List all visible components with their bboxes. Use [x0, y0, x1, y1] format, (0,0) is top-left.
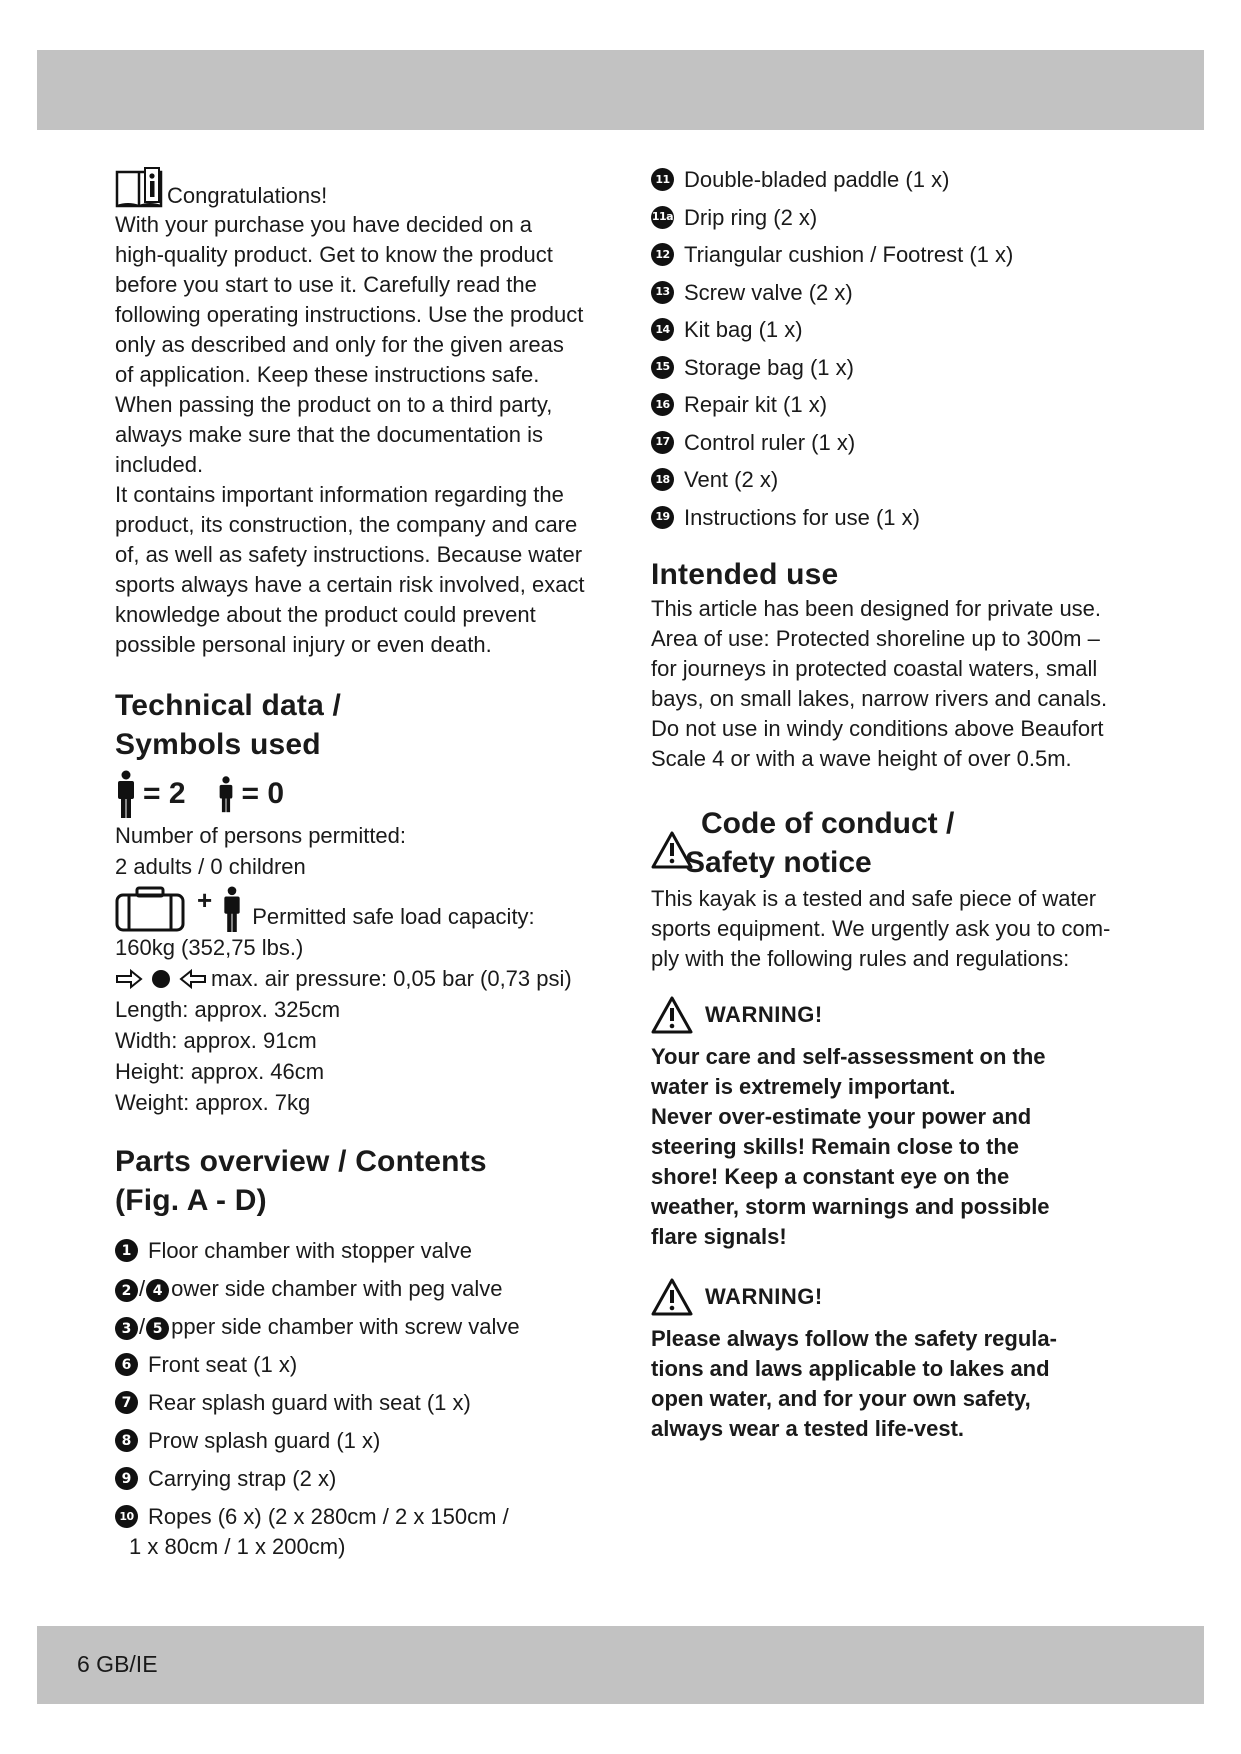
- item-text: Ropes (6 x) (2 x 280cm / 2 x 150cm /: [148, 1504, 509, 1529]
- slash-separator: /: [139, 1314, 146, 1339]
- intro-line: sports always have a certain risk involved, exact: [115, 572, 585, 597]
- list-item: [115, 1312, 595, 1342]
- footer-band: [37, 1626, 1204, 1704]
- list-item: [651, 353, 1131, 383]
- width-spec: Width: approx. 91cm: [115, 1028, 317, 1053]
- slash-separator: /: [139, 1276, 146, 1301]
- item-text: Drip ring (2 x): [684, 204, 818, 230]
- conduct-title-line2: Safety notice: [685, 845, 872, 879]
- warning-paragraph: [651, 1324, 1131, 1444]
- warning-paragraph: [651, 1042, 1131, 1252]
- warning-line: always wear a tested life-vest.: [651, 1415, 965, 1441]
- intro-line: With your purchase you have decided on a: [115, 212, 533, 237]
- intro-line: of application. Keep these instructions safe.: [115, 362, 540, 387]
- adults-count: = 2: [143, 777, 186, 810]
- item-text: Repair kit (1 x): [684, 392, 828, 417]
- parts-list-right: [651, 165, 1131, 533]
- intended-line: Do not use in windy conditions above Beaufort: [651, 715, 1104, 741]
- list-item: [651, 165, 1131, 195]
- list-item: [651, 390, 1131, 420]
- intended-line: Scale 4 or with a wave height of over 0.5m.: [651, 745, 1072, 771]
- intro-line: following operating instructions. Use the product: [115, 302, 584, 327]
- intro-paragraph: [115, 210, 595, 660]
- item-number-badge: 8: [115, 1429, 138, 1452]
- warning-line: flare signals!: [651, 1223, 787, 1249]
- list-item: [651, 315, 1131, 345]
- air-pressure-row: [115, 963, 595, 994]
- item-text: Prow splash guard (1 x): [148, 1428, 381, 1453]
- item-text: Screw valve (2 x): [684, 279, 853, 305]
- item-number-badge: 16: [651, 393, 674, 416]
- item-number-badge: 11a: [651, 206, 674, 229]
- technical-title-line2: Symbols used: [115, 728, 321, 761]
- list-item: [115, 1426, 595, 1456]
- weight-spec: Weight: approx. 7kg: [115, 1090, 311, 1115]
- header-band: [37, 50, 1204, 130]
- warning-line: water is extremely important.: [651, 1073, 956, 1099]
- parts-overview-heading: [115, 1142, 595, 1220]
- conduct-line: sports equipment. We urgently ask you to com-: [651, 915, 1111, 941]
- warning-line: Please always follow the safety regula-: [651, 1325, 1057, 1351]
- load-capacity-row: [115, 882, 595, 932]
- technical-title-line1: Technical data /: [115, 689, 342, 722]
- item-text: Instructions for use (1 x): [684, 504, 920, 530]
- warning-line: open water, and for your own safety,: [651, 1385, 1031, 1411]
- intro-line: product, its construction, the company and care: [115, 512, 578, 537]
- list-item-continuation: [115, 1532, 595, 1562]
- warning-line: shore! Keep a constant eye on the: [651, 1163, 1010, 1189]
- intro-heading-row: [115, 165, 595, 210]
- list-item: [651, 278, 1131, 308]
- list-item: [651, 503, 1131, 533]
- parts-list-left: [115, 1236, 595, 1562]
- load-capacity-value: 160kg (352,75 lbs.): [115, 935, 304, 960]
- luggage-icon: [115, 886, 185, 932]
- right-column: [651, 165, 1131, 1444]
- intended-line: bays, on small lakes, narrow rivers and canals.: [651, 685, 1108, 711]
- list-item: [651, 240, 1131, 270]
- list-item: [115, 1350, 595, 1380]
- adult-person-icon: [115, 770, 137, 818]
- page-number: 6 GB/IE: [77, 1651, 158, 1677]
- conduct-title-line1: Code of conduct /: [701, 806, 955, 840]
- item-text: Control ruler (1 x): [684, 429, 856, 455]
- load-capacity-label: Permitted safe load capacity:: [252, 904, 535, 929]
- air-pressure-icon: [115, 968, 207, 990]
- intro-line: When passing the product on to a third party,: [115, 392, 553, 417]
- list-item: [115, 1274, 595, 1304]
- height-spec: Height: approx. 46cm: [115, 1059, 325, 1084]
- parts-title-line1: Parts overview / Contents: [115, 1145, 487, 1178]
- list-item: [115, 1464, 595, 1494]
- persons-permitted-label: Number of persons permitted:: [115, 823, 407, 848]
- item-number-badge: 6: [115, 1353, 138, 1376]
- warning-label: WARNING!: [705, 1001, 823, 1027]
- item-text: Carrying strap (2 x): [148, 1466, 337, 1491]
- intended-use-heading: Intended use: [651, 557, 839, 591]
- list-item: [651, 465, 1131, 495]
- list-item: [651, 203, 1131, 233]
- item-text: Kit bag (1 x): [684, 317, 803, 342]
- intro-line: of, as well as safety instructions. Because water: [115, 542, 583, 567]
- persons-symbols: [115, 768, 595, 820]
- plus-sign: +: [197, 885, 213, 915]
- intro-line: before you start to use it. Carefully read the: [115, 272, 537, 297]
- congratulations-heading: Congratulations!: [167, 183, 328, 208]
- item-text: Storage bag (1 x): [684, 354, 854, 380]
- item-text: Vent (2 x): [684, 467, 779, 492]
- air-pressure-text: max. air pressure: 0,05 bar (0,73 psi): [211, 966, 572, 991]
- info-book-icon: [115, 166, 165, 210]
- warning-triangle-icon: [651, 1277, 693, 1317]
- item-text: ower side chamber with peg valve: [171, 1276, 503, 1301]
- intro-line: It contains important information regarding the: [115, 482, 564, 507]
- item-number-badge: 17: [651, 431, 674, 454]
- conduct-line: This kayak is a tested and safe piece of water: [651, 885, 1097, 911]
- item-number-badge: 11: [651, 168, 674, 191]
- intended-use-paragraph: [651, 594, 1131, 774]
- item-text: Front seat (1 x): [148, 1352, 298, 1377]
- item-number-badge: 9: [115, 1467, 138, 1490]
- item-number-badge: 4: [146, 1279, 169, 1302]
- conduct-paragraph: [651, 884, 1131, 974]
- list-item: [651, 428, 1131, 458]
- item-number-badge: 14: [651, 318, 674, 341]
- item-text: Triangular cushion / Footrest (1 x): [684, 242, 1014, 267]
- warning-label: WARNING!: [705, 1283, 823, 1309]
- item-number-pair: [115, 1312, 169, 1342]
- left-column: [115, 165, 595, 1570]
- list-item: [115, 1236, 595, 1266]
- item-number-badge: 2: [115, 1279, 138, 1302]
- children-count: = 0: [241, 777, 285, 810]
- load-person-icon: [220, 886, 244, 932]
- warning-line: Never over-estimate your power and: [651, 1103, 1032, 1129]
- intro-line: possible personal injury or even death.: [115, 632, 492, 657]
- item-number-badge: 7: [115, 1391, 138, 1414]
- warning-triangle-icon: [651, 995, 693, 1035]
- warning-heading: [651, 1274, 1131, 1320]
- persons-permitted-value: 2 adults / 0 children: [115, 854, 306, 879]
- item-number-badge: 5: [146, 1317, 169, 1340]
- warning-line: Your care and self-assessment on the: [651, 1043, 1046, 1069]
- item-number-badge: 19: [651, 506, 674, 529]
- item-number-badge: 10: [115, 1505, 138, 1528]
- item-number-badge: 12: [651, 243, 674, 266]
- item-text: 1 x 80cm / 1 x 200cm): [129, 1534, 346, 1559]
- item-number-badge: 18: [651, 468, 674, 491]
- conduct-line: ply with the following rules and regulations:: [651, 945, 1070, 971]
- item-text: pper side chamber with screw valve: [171, 1314, 520, 1339]
- intro-line: always make sure that the documentation is: [115, 422, 544, 447]
- intended-line: Area of use: Protected shoreline up to 300m –: [651, 625, 1100, 651]
- intro-line: included.: [115, 452, 204, 477]
- item-text: Rear splash guard with seat (1 x): [148, 1390, 471, 1415]
- intro-line: only as described and only for the given areas: [115, 332, 564, 357]
- item-text: Floor chamber with stopper valve: [148, 1238, 473, 1263]
- warning-line: steering skills! Remain close to the: [651, 1133, 1020, 1159]
- technical-data-heading: [115, 686, 595, 764]
- item-number-badge: 13: [651, 281, 674, 304]
- intro-line: high-quality product. Get to know the product: [115, 242, 553, 267]
- list-item: [115, 1388, 595, 1418]
- item-number-badge: 15: [651, 356, 674, 379]
- item-number-badge: 1: [115, 1239, 138, 1262]
- parts-title-line2: (Fig. A - D): [115, 1184, 267, 1217]
- intended-line: for journeys in protected coastal waters, small: [651, 655, 1098, 681]
- conduct-title: [685, 804, 954, 882]
- item-number-pair: [115, 1274, 169, 1304]
- item-text: Double-bladed paddle (1 x): [684, 167, 950, 192]
- length-spec: Length: approx. 325cm: [115, 997, 341, 1022]
- intended-line: This article has been designed for private use.: [651, 595, 1102, 621]
- child-person-icon: [216, 775, 236, 813]
- warning-line: weather, storm warnings and possible: [651, 1193, 1050, 1219]
- warning-heading: [651, 992, 1131, 1038]
- warning-line: tions and laws applicable to lakes and: [651, 1355, 1050, 1381]
- item-number-badge: 3: [115, 1317, 138, 1340]
- intro-line: knowledge about the product could prevent: [115, 602, 536, 627]
- code-of-conduct-heading: [651, 804, 1131, 882]
- list-item: [115, 1502, 595, 1532]
